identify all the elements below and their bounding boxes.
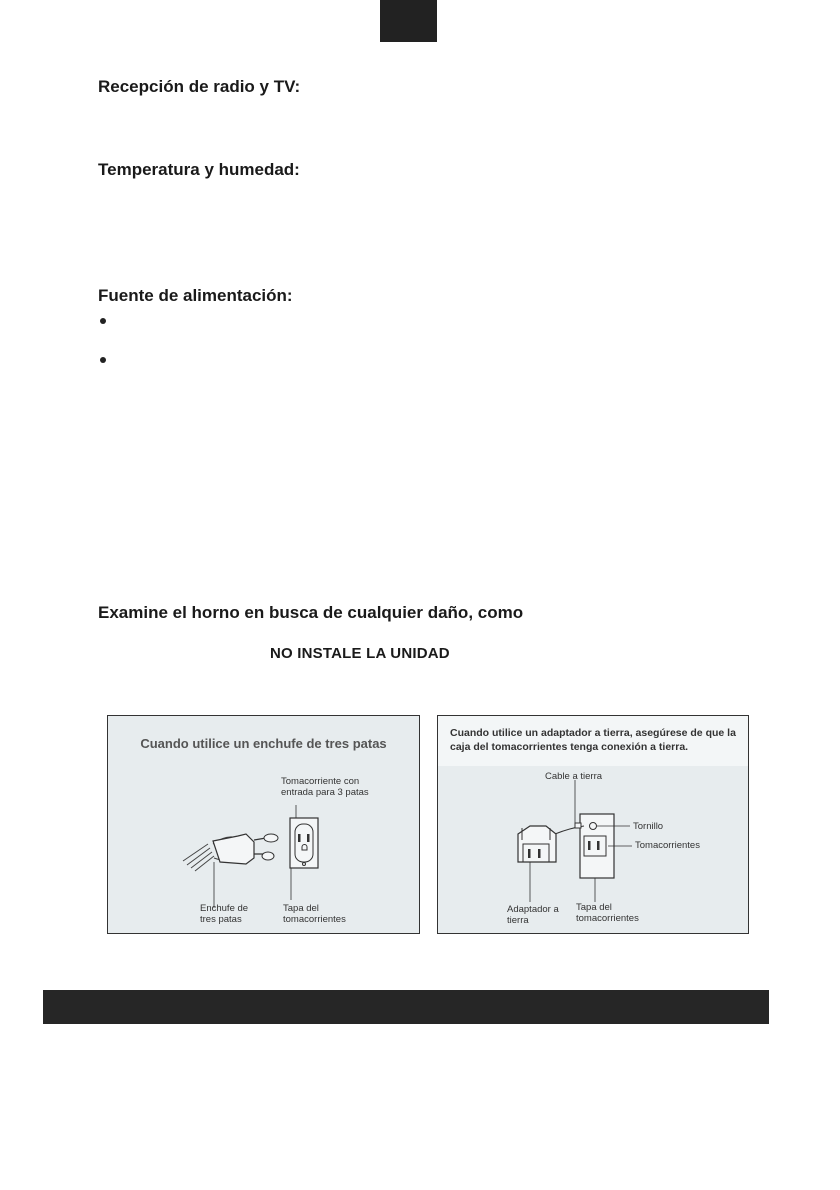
section-header-bar — [43, 990, 769, 1024]
label-three-prong-plug: Enchufe de tres patas — [200, 903, 249, 925]
label-ground-adapter: Adaptador a tierra — [507, 904, 559, 926]
heading-examine: Examine el horno en busca de cualquier daño, como — [98, 603, 524, 622]
heading-radio-tv: Recepción de radio y TV: — [98, 77, 301, 96]
label-outlet-cover: Tapa del tomacorrientes — [283, 903, 346, 925]
warning-text: NO INSTALE LA UNIDAD — [270, 645, 450, 662]
label-outlet: Tomacorrientes — [635, 840, 700, 851]
figure-right-title: Cuando utilice un adaptador a tierra, asegúrese de que la caja del tomacorrientes tenga conexión a tierra. — [438, 716, 748, 766]
chapter-tab — [380, 0, 437, 42]
figure-ground-adapter — [437, 715, 749, 934]
label-outlet-cover-right: Tapa del tomacorrientes — [576, 902, 639, 924]
heading-power-supply: Fuente de alimentación: — [98, 286, 293, 305]
bullet-2 — [100, 357, 106, 363]
three-prong-plug-illustration — [108, 716, 421, 935]
heading-temperature: Temperatura y humedad: — [98, 160, 300, 179]
figure-left-title: Cuando utilice un enchufe de tres patas — [140, 736, 387, 751]
label-ground-cable: Cable a tierra — [545, 771, 603, 782]
label-outlet-3-prong: Tomacorriente con entrada para 3 patas — [281, 776, 369, 798]
figure-three-prong-plug — [107, 715, 420, 934]
label-screw: Tornillo — [633, 821, 664, 832]
bullet-1 — [100, 318, 106, 324]
